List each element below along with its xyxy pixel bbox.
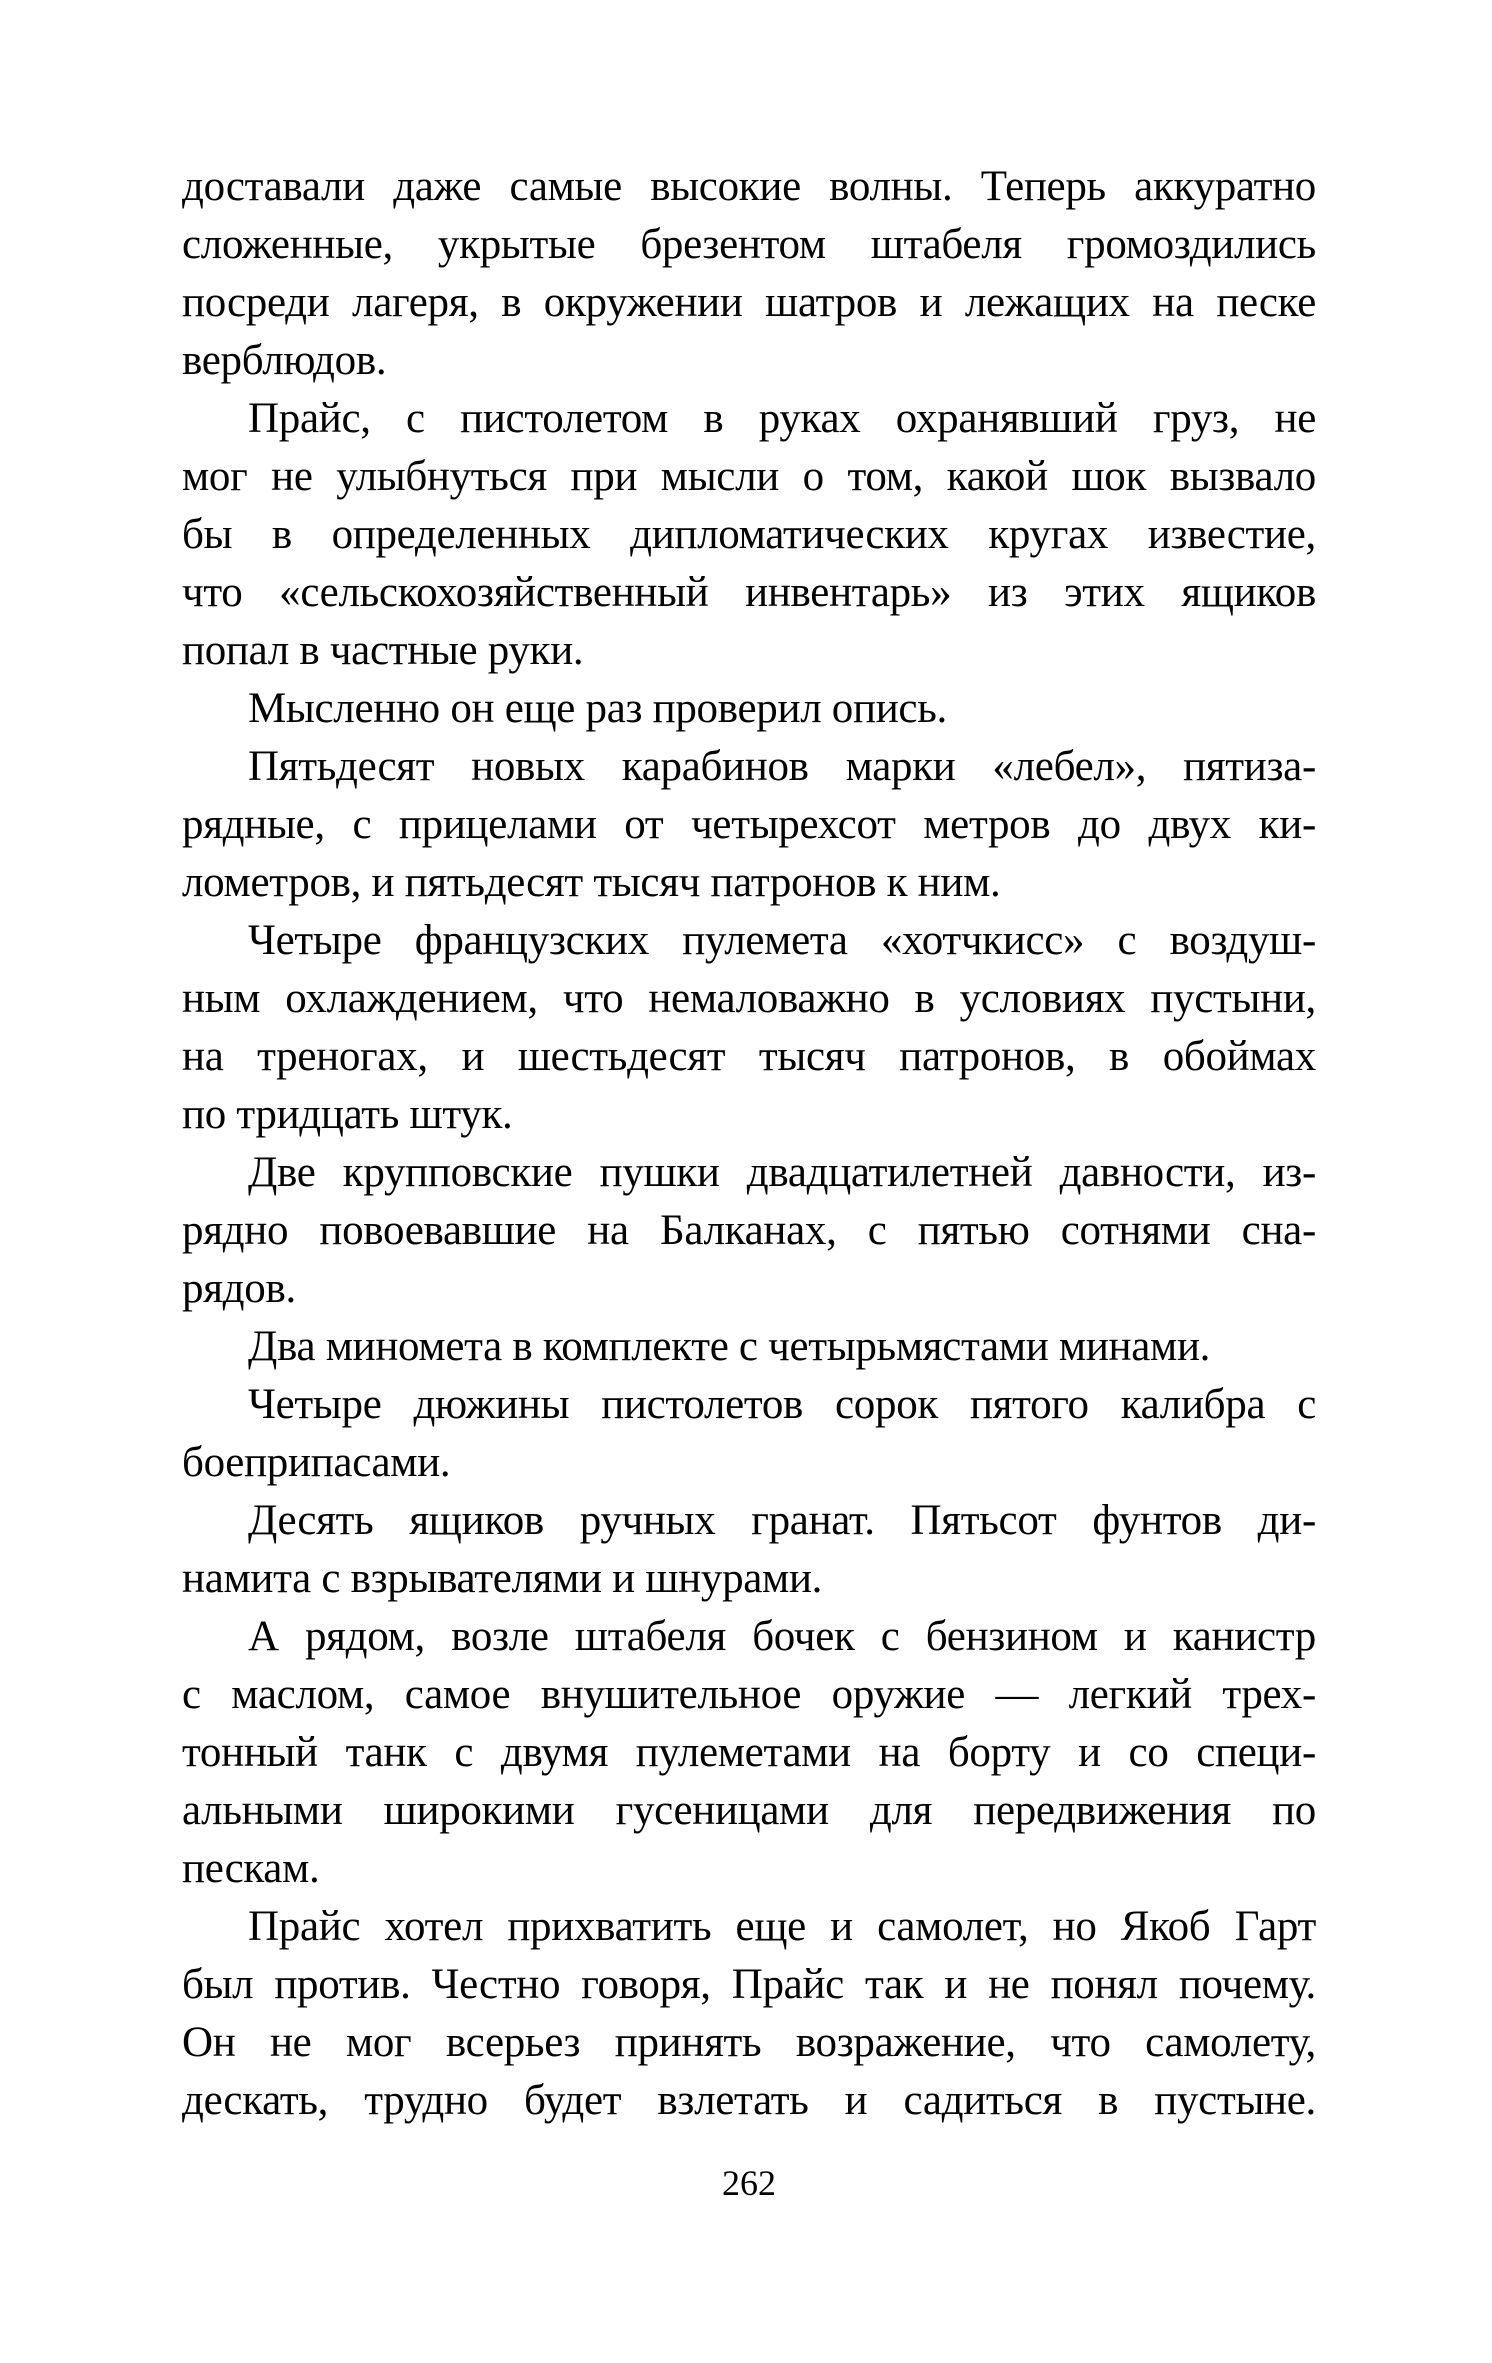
- text-line: с маслом, самое внушительное оружие — легкий трех-: [182, 1671, 1316, 1718]
- text-line: Четыре французских пулемета «хотчкисс» с воздуш-: [248, 917, 1316, 964]
- text-line: что «сельскохозяйственный инвентарь» из этих ящиков: [182, 569, 1316, 616]
- text-line: бы в определенных дипломатических кругах известие,: [182, 511, 1316, 558]
- text-line: Прайс, с пистолетом в руках охранявший груз, не: [248, 395, 1316, 442]
- text-line: Две крупповские пушки двадцатилетней давности, из-: [248, 1149, 1316, 1196]
- text-line: Два миномета в комплекте с четырьмястами минами.: [248, 1323, 1211, 1370]
- text-line: Десять ящиков ручных гранат. Пятьсот фунтов ди-: [248, 1497, 1316, 1544]
- text-line: рядов.: [182, 1265, 296, 1312]
- text-line: мог не улыбнуться при мысли о том, какой шок вызвало: [182, 453, 1316, 500]
- page-text: [182, 158, 1316, 2130]
- text-line: Четыре дюжины пистолетов сорок пятого калибра с: [248, 1381, 1316, 1428]
- text-line: Он не мог всерьез принять возражение, что самолету,: [182, 2019, 1316, 2066]
- text-line: сложенные, укрытые брезентом штабеля громоздились: [182, 221, 1316, 268]
- page-number: 262: [722, 2163, 776, 2203]
- text-line: на треногах, и шестьдесят тысяч патронов, в обоймах: [182, 1033, 1316, 1080]
- text-line: по тридцать штук.: [182, 1091, 513, 1138]
- text-line: Пятьдесят новых карабинов марки «лебел», пятиза-: [248, 743, 1316, 790]
- text-line: А рядом, возле штабеля бочек с бензином и канистр: [248, 1613, 1316, 1660]
- text-line: был против. Честно говоря, Прайс так и не понял почему.: [182, 1961, 1316, 2008]
- text-line: тонный танк с двумя пулеметами на борту и со специ-: [182, 1729, 1316, 1776]
- text-line: дескать, трудно будет взлетать и садиться в пустыне.: [182, 2077, 1316, 2124]
- text-line: намита с взрывателями и шнурами.: [182, 1555, 823, 1602]
- text-line: лометров, и пятьдесят тысяч патронов к ним.: [182, 859, 1001, 906]
- text-line: боеприпасами.: [182, 1439, 451, 1486]
- text-line: пескам.: [182, 1845, 320, 1892]
- text-line: Прайс хотел прихватить еще и самолет, но Якоб Гарт: [248, 1903, 1316, 1950]
- text-line: попал в частные руки.: [182, 627, 584, 674]
- text-line: доставали даже самые высокие волны. Теперь аккуратно: [182, 163, 1316, 210]
- text-line: рядно повоевавшие на Балканах, с пятью сотнями сна-: [182, 1207, 1316, 1254]
- text-line: верблюдов.: [182, 337, 387, 384]
- text-line: ным охлаждением, что немаловажно в условиях пустыни,: [182, 975, 1316, 1022]
- text-line: рядные, с прицелами от четырехсот метров до двух ки-: [182, 801, 1316, 848]
- text-line: Мысленно он еще раз проверил опись.: [248, 685, 947, 732]
- text-line: альными широкими гусеницами для передвижения по: [182, 1787, 1316, 1834]
- text-line: посреди лагеря, в окружении шатров и лежащих на песке: [182, 279, 1316, 326]
